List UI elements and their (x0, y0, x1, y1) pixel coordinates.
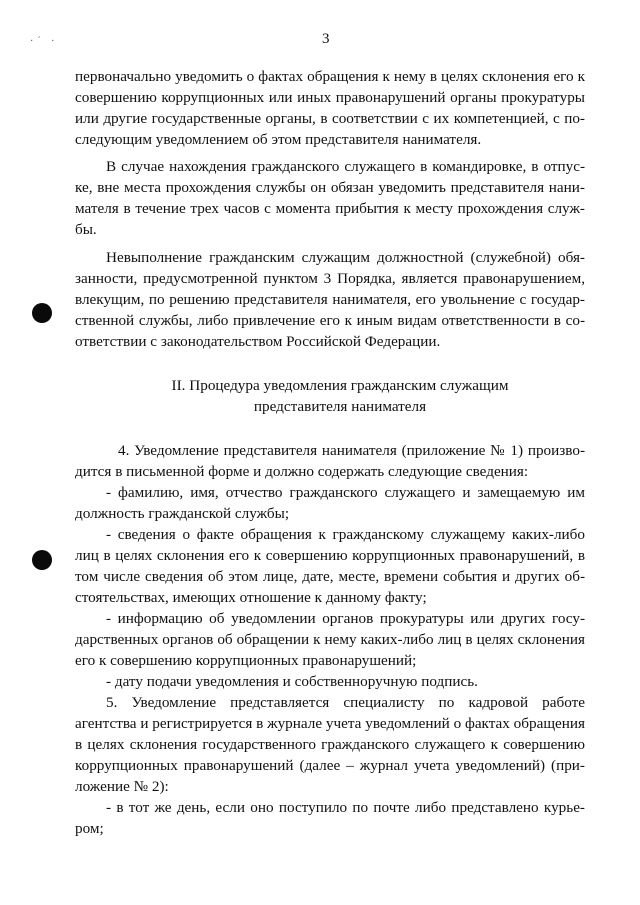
punch-hole (32, 550, 52, 570)
text-line: том числе сведения об этом лице, дате, месте, времени события и других об- (75, 568, 585, 585)
scan-specks: ·´ · (30, 36, 59, 47)
text-line: Невыполнение гражданским служащим должностной (служебной) обя- (106, 249, 585, 266)
section-heading: II. Процедура уведомления гражданским служащим (171, 377, 509, 394)
text-line: в целях склонения государственного гражданского служащего к совершению (75, 736, 585, 753)
text-line: агентства и регистрируется в журнале учета уведомлений о фактах обращения (75, 715, 586, 732)
text-line: ложение № 2): (75, 778, 169, 795)
text-line: - информацию об уведомлении органов прокуратуры или других госу- (106, 610, 585, 627)
section-heading: представителя нанимателя (253, 398, 427, 415)
text-line: или другие государственные органы, в соответствии с их компетенцией, с по- (75, 110, 585, 127)
text-line: его к совершению коррупционных правонарушений; (75, 652, 417, 669)
text-line: коррупционных правонарушений (далее – журнал учета уведомлений) (при- (75, 757, 585, 774)
text-line: - в тот же день, если оно поступило по почте либо представлено курье- (106, 799, 585, 816)
text-line: бы. (75, 221, 97, 238)
punch-hole (32, 303, 52, 323)
text-line: ответствии с законодательством Российской Федерации. (75, 333, 441, 350)
text-line: первоначально уведомить о фактах обращения к нему в целях склонения его к (75, 68, 585, 85)
text-line: занности, предусмотренной пунктом 3 Порядка, является правонарушением, (75, 270, 585, 287)
page-number: 3 (322, 31, 330, 47)
text-line: совершению коррупционных или иных правонарушений органы прокуратуры (75, 89, 585, 106)
text-line: ственной службы, либо привлечение его к иным видам ответственности в со- (75, 312, 585, 329)
text-line: ке, вне места прохождения службы он обязан уведомить представителя нани- (75, 179, 585, 196)
text-line: 5. Уведомление представляется специалисту по кадровой работе (106, 694, 585, 711)
text-line: - дату подачи уведомления и собственноручную подпись. (106, 673, 478, 690)
text-line: дарственных органов об обращении к нему каких-либо лиц в целях склонения (75, 631, 585, 648)
text-line: лиц в целях склонения его к совершению коррупционных правонарушений, в (75, 547, 585, 564)
text-line: В случае нахождения гражданского служащего в командировке, в отпус- (106, 158, 585, 175)
text-line: мателя в течение трех часов с момента прибытия к месту прохождения служ- (75, 200, 585, 217)
text-line: должность гражданской службы; (75, 505, 290, 522)
text-line: - сведения о факте обращения к гражданскому служащему каких-либо (106, 526, 585, 543)
text-line: 4. Уведомление представителя нанимателя (приложение № 1) произво- (118, 442, 585, 459)
text-line: ром; (75, 820, 104, 837)
text-line: влекущим, по решению представителя нанимателя, его увольнение с государ- (75, 291, 585, 308)
text-line: следующим уведомлением об этом представителя нанимателя. (75, 131, 482, 148)
text-line: дится в письменной форме и должно содержать следующие сведения: (75, 463, 529, 480)
text-line: стоятельствах, имеющих отношение к данному факту; (75, 589, 427, 606)
text-line: - фамилию, имя, отчество гражданского служащего и замещаемую им (106, 484, 585, 501)
